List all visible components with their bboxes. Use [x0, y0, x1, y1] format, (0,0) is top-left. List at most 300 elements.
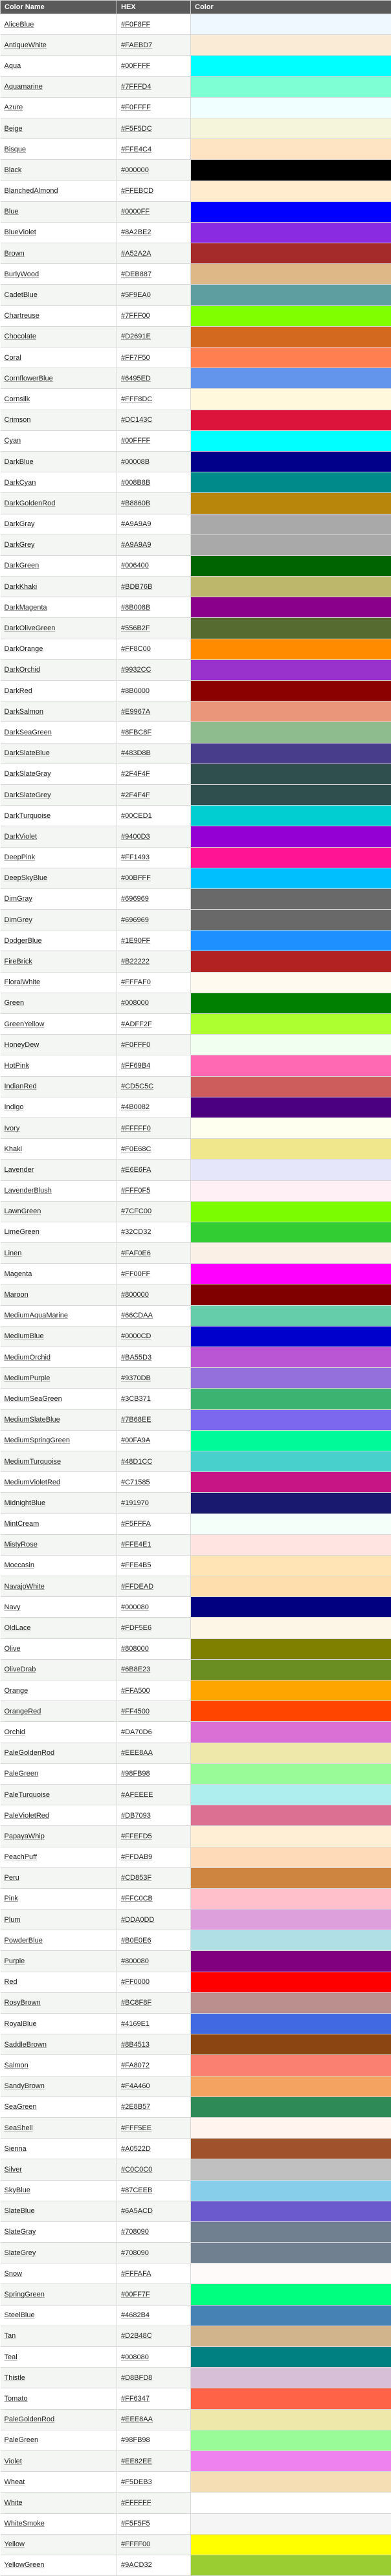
hex-link[interactable]: #F0FFFF: [121, 104, 151, 111]
color-name-link[interactable]: DarkGrey: [5, 541, 35, 549]
hex-cell: [117, 534, 191, 555]
color-name-link[interactable]: SteelBlue: [5, 2311, 35, 2319]
hex-link[interactable]: #7B68EE: [121, 1416, 151, 1424]
color-name-link[interactable]: BlanchedAlmond: [5, 187, 58, 195]
hex-link[interactable]: #FF0000: [121, 1978, 150, 1986]
hex-link[interactable]: #696969: [121, 916, 149, 924]
hex-link[interactable]: #008B8B: [121, 479, 150, 487]
color-name-link[interactable]: DarkSeaGreen: [5, 729, 52, 736]
hex-link[interactable]: #87CEEB: [121, 2186, 152, 2194]
color-name-link[interactable]: DarkSlateBlue: [5, 749, 50, 757]
color-name-link[interactable]: Cornsilk: [5, 395, 30, 403]
color-name-link[interactable]: MintCream: [5, 1520, 39, 1528]
color-name-link[interactable]: RosyBrown: [5, 1999, 41, 2007]
hex-link[interactable]: #5F9EA0: [121, 291, 151, 299]
hex-link[interactable]: #2F4F4F: [121, 791, 150, 799]
hex-link[interactable]: #D8BFD8: [121, 2374, 152, 2382]
hex-link[interactable]: #00FFFF: [121, 62, 150, 70]
hex-link[interactable]: #FFEBCD: [121, 187, 153, 195]
hex-link[interactable]: #0000CD: [121, 1332, 151, 1340]
hex-link[interactable]: #FFDAB9: [121, 1853, 152, 1861]
color-name-link[interactable]: CornflowerBlue: [5, 375, 53, 382]
color-name-link[interactable]: DarkBlue: [5, 458, 34, 466]
color-name-link[interactable]: DarkMagenta: [5, 604, 47, 611]
hex-cell: [117, 743, 191, 764]
hex-link[interactable]: #4682B4: [121, 2311, 150, 2319]
color-name-link[interactable]: DeepSkyBlue: [5, 874, 48, 882]
hex-link[interactable]: #FF4500: [121, 1708, 150, 1715]
color-swatch: [191, 1534, 391, 1555]
table-row: [1, 1076, 391, 1097]
color-name-link[interactable]: PaleVioletRed: [5, 1812, 50, 1820]
color-name-link[interactable]: Chocolate: [5, 333, 37, 340]
color-name-link[interactable]: Maroon: [5, 1291, 28, 1299]
color-swatch: [191, 639, 391, 659]
hex-link[interactable]: #9400D3: [121, 833, 150, 841]
hex-link[interactable]: #FFA500: [121, 1687, 150, 1695]
hex-link[interactable]: #FFFF00: [121, 2540, 150, 2548]
color-name-link[interactable]: Tan: [5, 2332, 16, 2340]
color-name-link[interactable]: LimeGreen: [5, 1228, 39, 1236]
color-name-cell: [1, 118, 117, 138]
color-name-link[interactable]: FireBrick: [5, 958, 32, 965]
color-name-link[interactable]: Snow: [5, 2270, 23, 2278]
hex-link[interactable]: #ADFF2F: [121, 1020, 152, 1028]
hex-link[interactable]: #483D8B: [121, 749, 151, 757]
hex-cell: [117, 222, 191, 243]
table-row: [1, 1534, 391, 1555]
color-name-link[interactable]: Orchid: [5, 1728, 25, 1736]
hex-link[interactable]: #F0FFF0: [121, 1041, 150, 1049]
hex-link[interactable]: #6A5ACD: [121, 2207, 153, 2215]
color-name-cell: [1, 2326, 117, 2346]
hex-link[interactable]: #E9967A: [121, 708, 150, 716]
hex-link[interactable]: #0000FF: [121, 208, 150, 215]
hex-link[interactable]: #E6E6FA: [121, 1166, 151, 1174]
color-name-link[interactable]: MistyRose: [5, 1541, 38, 1548]
hex-link[interactable]: #98FB98: [121, 2436, 150, 2444]
hex-link[interactable]: #F5F5F5: [121, 2520, 150, 2527]
hex-link[interactable]: #66CDAA: [121, 1312, 153, 1319]
hex-link[interactable]: #008080: [121, 2353, 149, 2361]
hex-link[interactable]: #FF69B4: [121, 1062, 150, 1070]
color-name-link[interactable]: DimGray: [5, 895, 32, 903]
hex-link[interactable]: #A0522D: [121, 2145, 151, 2153]
color-name-link[interactable]: DarkGreen: [5, 562, 39, 569]
color-name-link[interactable]: DarkRed: [5, 687, 32, 695]
color-name-link[interactable]: Orange: [5, 1687, 28, 1695]
hex-link[interactable]: #DB7093: [121, 1812, 151, 1820]
hex-link[interactable]: #DC143C: [121, 416, 152, 424]
color-name-link[interactable]: HoneyDew: [5, 1041, 39, 1049]
hex-link[interactable]: #9932CC: [121, 666, 151, 674]
color-name-link[interactable]: LavenderBlush: [5, 1187, 52, 1194]
color-name-link[interactable]: MediumOrchid: [5, 1354, 51, 1361]
color-name-link[interactable]: Aqua: [5, 62, 21, 70]
hex-link[interactable]: #BA55D3: [121, 1354, 151, 1361]
hex-link[interactable]: #800000: [121, 1291, 149, 1299]
color-name-link[interactable]: SlateGrey: [5, 2249, 36, 2257]
hex-link[interactable]: #00BFFF: [121, 874, 151, 882]
color-name-link[interactable]: MediumAquaMarine: [5, 1312, 68, 1319]
color-name-link[interactable]: OrangeRed: [5, 1708, 41, 1715]
hex-link[interactable]: #9370DB: [121, 1374, 151, 1382]
color-name-link[interactable]: BurlyWood: [5, 270, 39, 278]
hex-link[interactable]: #DDA0DD: [121, 1916, 154, 1924]
hex-link[interactable]: #AFEEEE: [121, 1791, 153, 1799]
color-name-link[interactable]: Aquamarine: [5, 83, 43, 91]
hex-link[interactable]: #8B0000: [121, 687, 150, 695]
color-name-link[interactable]: Brown: [5, 250, 25, 258]
hex-link[interactable]: #FAEBD7: [121, 41, 152, 49]
color-name-link[interactable]: OliveDrab: [5, 1666, 36, 1673]
color-name-cell: [1, 35, 117, 56]
hex-link[interactable]: #F0F8FF: [121, 21, 150, 28]
table-row: [1, 826, 391, 847]
hex-link[interactable]: #708090: [121, 2228, 149, 2236]
hex-link[interactable]: #808000: [121, 1645, 149, 1653]
hex-link[interactable]: #EEE8AA: [121, 1749, 153, 1757]
hex-link[interactable]: #FFC0CB: [121, 1895, 153, 1902]
color-name-link[interactable]: SandyBrown: [5, 2082, 45, 2090]
color-name-link[interactable]: SkyBlue: [5, 2186, 30, 2194]
hex-link[interactable]: #48D1CC: [121, 1458, 152, 1466]
color-name-link[interactable]: Pink: [5, 1895, 18, 1902]
hex-link[interactable]: #FFE4C4: [121, 146, 151, 153]
color-name-link[interactable]: DarkOrchid: [5, 666, 41, 674]
color-name-link[interactable]: SeaGreen: [5, 2103, 37, 2111]
color-name-cell: [1, 701, 117, 722]
color-name-link[interactable]: SlateGray: [5, 2228, 36, 2236]
hex-link[interactable]: #A9A9A9: [121, 541, 151, 549]
color-name-link[interactable]: IndianRed: [5, 1083, 37, 1090]
hex-link[interactable]: #8FBC8F: [121, 729, 151, 736]
color-name-link[interactable]: Chartreuse: [5, 312, 39, 320]
color-name-cell: [1, 910, 117, 930]
hex-link[interactable]: #FFDEAD: [121, 1583, 153, 1591]
color-name-cell: [1, 305, 117, 326]
hex-cell: [117, 2347, 191, 2368]
hex-link[interactable]: #1E90FF: [121, 937, 150, 945]
hex-link[interactable]: #FF1493: [121, 853, 150, 861]
color-name-link[interactable]: MediumSpringGreen: [5, 1437, 71, 1444]
hex-cell: [117, 160, 191, 181]
color-name-link[interactable]: Plum: [5, 1916, 21, 1924]
color-name-link[interactable]: SpringGreen: [5, 2291, 45, 2298]
hex-link[interactable]: #556B2F: [121, 624, 150, 632]
table-row: [1, 305, 391, 326]
hex-link[interactable]: #000000: [121, 166, 149, 174]
hex-link[interactable]: #FFF5EE: [121, 2124, 151, 2132]
color-name-link[interactable]: Purple: [5, 1957, 25, 1965]
color-name-link[interactable]: MediumBlue: [5, 1332, 44, 1340]
color-name-link[interactable]: Yellow: [5, 2540, 25, 2548]
color-name-link[interactable]: Silver: [5, 2166, 23, 2174]
color-name-link[interactable]: Lavender: [5, 1166, 34, 1174]
hex-link[interactable]: #00008B: [121, 458, 150, 466]
hex-link[interactable]: #A9A9A9: [121, 520, 151, 528]
hex-link[interactable]: #BC8F8F: [121, 1999, 151, 2007]
color-name-link[interactable]: Green: [5, 999, 25, 1007]
color-name-link[interactable]: MidnightBlue: [5, 1499, 46, 1507]
color-name-link[interactable]: WhiteSmoke: [5, 2520, 45, 2527]
hex-link[interactable]: #2F4F4F: [121, 770, 150, 778]
hex-link[interactable]: #6B8E23: [121, 1666, 150, 1673]
hex-link[interactable]: #FDF5E6: [121, 1624, 151, 1632]
hex-link[interactable]: #A52A2A: [121, 250, 151, 258]
hex-cell: [117, 389, 191, 410]
color-name-link[interactable]: Red: [5, 1978, 17, 1986]
hex-link[interactable]: #FA8072: [121, 2062, 150, 2069]
table-row: [1, 764, 391, 784]
hex-link[interactable]: #B22222: [121, 958, 150, 965]
color-name-cell: [1, 1576, 117, 1597]
color-name-link[interactable]: Teal: [5, 2353, 17, 2361]
color-name-link[interactable]: LawnGreen: [5, 1207, 41, 1215]
color-name-link[interactable]: Moccasin: [5, 1561, 34, 1569]
color-name-link[interactable]: MediumSeaGreen: [5, 1395, 62, 1403]
hex-link[interactable]: #3CB371: [121, 1395, 151, 1403]
hex-cell: [117, 2555, 191, 2575]
color-name-link[interactable]: Thistle: [5, 2374, 25, 2382]
hex-link[interactable]: #FFFFFF: [121, 2499, 151, 2507]
table-row: [1, 597, 391, 618]
hex-link[interactable]: #FF8C00: [121, 645, 151, 653]
color-swatch: [191, 1951, 391, 1972]
hex-link[interactable]: #800080: [121, 1957, 149, 1965]
color-name-link[interactable]: PaleGoldenRod: [5, 1749, 55, 1757]
color-name-link[interactable]: Azure: [5, 104, 23, 111]
hex-link[interactable]: #F5DEB3: [121, 2478, 152, 2486]
hex-cell: [117, 1451, 191, 1471]
color-name-link[interactable]: DarkViolet: [5, 833, 38, 841]
color-name-link[interactable]: Beige: [5, 125, 23, 133]
color-name-link[interactable]: Sienna: [5, 2145, 27, 2153]
color-swatch: [191, 701, 391, 722]
color-name-link[interactable]: PaleTurquoise: [5, 1791, 50, 1799]
hex-link[interactable]: #708090: [121, 2249, 149, 2257]
hex-link[interactable]: #4169E1: [121, 2020, 150, 2028]
color-name-link[interactable]: NavajoWhite: [5, 1583, 45, 1591]
color-name-link[interactable]: BlueViolet: [5, 228, 36, 236]
hex-link[interactable]: #F4A460: [121, 2082, 150, 2090]
color-name-link[interactable]: DarkTurquoise: [5, 812, 51, 820]
color-swatch: [191, 2034, 391, 2055]
color-name-link[interactable]: DodgerBlue: [5, 937, 42, 945]
color-name-link[interactable]: Coral: [5, 354, 21, 362]
color-name-link[interactable]: DarkOrange: [5, 645, 43, 653]
hex-cell: [117, 1618, 191, 1638]
hex-link[interactable]: #32CD32: [121, 1228, 151, 1236]
color-name-link[interactable]: Linen: [5, 1249, 22, 1257]
hex-link[interactable]: #FFE4E1: [121, 1541, 151, 1548]
color-swatch: [191, 2472, 391, 2493]
table-row: [1, 1139, 391, 1160]
hex-link[interactable]: #FFFAF0: [121, 978, 151, 986]
table-row: [1, 264, 391, 285]
color-name-link[interactable]: White: [5, 2499, 23, 2507]
hex-link[interactable]: #FFFFF0: [121, 1125, 151, 1132]
color-name-cell: [1, 659, 117, 680]
color-name-link[interactable]: Ivory: [5, 1125, 20, 1132]
color-name-link[interactable]: Cyan: [5, 437, 21, 445]
color-name-link[interactable]: PaleGoldenRod: [5, 2416, 55, 2423]
color-swatch: [191, 597, 391, 618]
color-name-cell: [1, 2221, 117, 2242]
hex-cell: [117, 618, 191, 639]
color-name-link[interactable]: DeepPink: [5, 853, 36, 861]
hex-link[interactable]: #F5F5DC: [121, 125, 152, 133]
color-name-link[interactable]: MediumTurquoise: [5, 1458, 61, 1466]
hex-link[interactable]: #2E8B57: [121, 2103, 150, 2111]
color-name-link[interactable]: Olive: [5, 1645, 21, 1653]
color-name-link[interactable]: PowderBlue: [5, 1937, 43, 1944]
hex-link[interactable]: #DEB887: [121, 270, 151, 278]
hex-link[interactable]: #4B0082: [121, 1103, 150, 1111]
table-row: [1, 1680, 391, 1701]
hex-link[interactable]: #BDB76B: [121, 583, 152, 591]
color-name-link[interactable]: PaleGreen: [5, 2436, 39, 2444]
color-name-link[interactable]: Blue: [5, 208, 19, 215]
color-name-cell: [1, 1867, 117, 1888]
hex-link[interactable]: #191970: [121, 1499, 149, 1507]
hex-link[interactable]: #9ACD32: [121, 2561, 152, 2569]
color-name-link[interactable]: DarkSlateGrey: [5, 791, 51, 799]
color-name-link[interactable]: HotPink: [5, 1062, 30, 1070]
color-name-link[interactable]: Violet: [5, 2458, 22, 2465]
color-name-link[interactable]: Tomato: [5, 2395, 28, 2403]
color-name-link[interactable]: Salmon: [5, 2062, 28, 2069]
hex-link[interactable]: #98FB98: [121, 1770, 150, 1778]
color-name-cell: [1, 1680, 117, 1701]
color-swatch: [191, 2347, 391, 2368]
hex-link[interactable]: #FFFAFA: [121, 2270, 151, 2278]
color-name-cell: [1, 1638, 117, 1659]
color-name-link[interactable]: Wheat: [5, 2478, 25, 2486]
hex-link[interactable]: #00FA9A: [121, 1437, 150, 1444]
color-name-link[interactable]: DarkCyan: [5, 479, 36, 487]
hex-cell: [117, 993, 191, 1013]
hex-link[interactable]: #B0E0E6: [121, 1937, 151, 1944]
color-name-link[interactable]: MediumPurple: [5, 1374, 50, 1382]
color-name-link[interactable]: YellowGreen: [5, 2561, 45, 2569]
color-name-link[interactable]: DarkOliveGreen: [5, 624, 56, 632]
hex-cell: [117, 1722, 191, 1743]
color-name-link[interactable]: Peru: [5, 1874, 19, 1882]
color-name-cell: [1, 1222, 117, 1242]
color-name-link[interactable]: DarkSalmon: [5, 708, 44, 716]
color-name-link[interactable]: RoyalBlue: [5, 2020, 37, 2028]
color-name-link[interactable]: CadetBlue: [5, 291, 38, 299]
color-name-link[interactable]: PaleGreen: [5, 1770, 39, 1778]
table-row: [1, 2430, 391, 2450]
hex-link[interactable]: #7FFFD4: [121, 83, 151, 91]
hex-cell: [117, 1972, 191, 1992]
color-name-link[interactable]: OldLace: [5, 1624, 31, 1632]
hex-link[interactable]: #696969: [121, 895, 149, 903]
color-name-link[interactable]: MediumVioletRed: [5, 1479, 61, 1486]
hex-link[interactable]: #FFEFD5: [121, 1833, 152, 1840]
hex-link[interactable]: #8A2BE2: [121, 228, 151, 236]
color-name-link[interactable]: Khaki: [5, 1145, 23, 1153]
color-swatch: [191, 1847, 391, 1867]
hex-link[interactable]: #D2B48C: [121, 2332, 152, 2340]
hex-link[interactable]: #6495ED: [121, 375, 151, 382]
color-name-cell: [1, 2014, 117, 2034]
hex-link[interactable]: #8B4513: [121, 2041, 150, 2049]
hex-link[interactable]: #008000: [121, 999, 149, 1007]
color-name-cell: [1, 1618, 117, 1638]
hex-link[interactable]: #FAF0E6: [121, 1249, 151, 1257]
hex-link[interactable]: #7FFF00: [121, 312, 150, 320]
color-name-link[interactable]: DarkGray: [5, 520, 35, 528]
hex-link[interactable]: #F0E68C: [121, 1145, 151, 1153]
color-name-link[interactable]: DimGrey: [5, 916, 32, 924]
color-name-link[interactable]: Indigo: [5, 1103, 24, 1111]
color-name-link[interactable]: AntiqueWhite: [5, 41, 47, 49]
hex-link[interactable]: #DA70D6: [121, 1728, 152, 1736]
hex-link[interactable]: #FF6347: [121, 2395, 150, 2403]
hex-link[interactable]: #00CED1: [121, 812, 152, 820]
color-name-link[interactable]: MediumSlateBlue: [5, 1416, 60, 1424]
hex-link[interactable]: #7CFC00: [121, 1207, 151, 1215]
color-name-link[interactable]: SaddleBrown: [5, 2041, 47, 2049]
hex-link[interactable]: #F5FFFA: [121, 1520, 151, 1528]
hex-link[interactable]: #FF7F50: [121, 354, 150, 362]
color-name-link[interactable]: FloralWhite: [5, 978, 41, 986]
color-name-link[interactable]: Navy: [5, 1603, 21, 1611]
color-name-link[interactable]: DarkKhaki: [5, 583, 38, 591]
hex-link[interactable]: #000080: [121, 1603, 149, 1611]
color-name-link[interactable]: AliceBlue: [5, 21, 34, 28]
color-name-link[interactable]: Black: [5, 166, 22, 174]
color-name-link[interactable]: DarkSlateGray: [5, 770, 51, 778]
hex-link[interactable]: #8B008B: [121, 604, 150, 611]
hex-link[interactable]: #00FF7F: [121, 2291, 150, 2298]
hex-link[interactable]: #00FFFF: [121, 437, 150, 445]
color-name-link[interactable]: DarkGoldenRod: [5, 500, 56, 507]
hex-link[interactable]: #CD5C5C: [121, 1083, 153, 1090]
hex-cell: [117, 139, 191, 160]
color-name-link[interactable]: Crimson: [5, 416, 31, 424]
color-swatch: [191, 910, 391, 930]
hex-cell: [117, 2159, 191, 2180]
hex-link[interactable]: #EEE8AA: [121, 2416, 153, 2423]
color-name-link[interactable]: Bisque: [5, 146, 27, 153]
color-swatch: [191, 972, 391, 993]
hex-link[interactable]: #D2691E: [121, 333, 151, 340]
color-name-link[interactable]: GreenYellow: [5, 1020, 45, 1028]
color-name-link[interactable]: SeaShell: [5, 2124, 33, 2132]
hex-link[interactable]: #EE82EE: [121, 2458, 152, 2465]
hex-link[interactable]: #CD853F: [121, 1874, 151, 1882]
hex-link[interactable]: #006400: [121, 562, 149, 569]
hex-link[interactable]: #C71585: [121, 1479, 150, 1486]
hex-link[interactable]: #FFF8DC: [121, 395, 152, 403]
hex-link[interactable]: #B8860B: [121, 500, 150, 507]
table-row: [1, 2159, 391, 2180]
hex-link[interactable]: #FFE4B5: [121, 1561, 151, 1569]
hex-link[interactable]: #C0C0C0: [121, 2166, 152, 2174]
color-name-link[interactable]: SlateBlue: [5, 2207, 35, 2215]
color-name-link[interactable]: PapayaWhip: [5, 1833, 45, 1840]
color-name-link[interactable]: Magenta: [5, 1270, 32, 1278]
color-name-cell: [1, 784, 117, 805]
hex-link[interactable]: #FF00FF: [121, 1270, 150, 1278]
table-row: [1, 472, 391, 493]
hex-link[interactable]: #FFF0F5: [121, 1187, 150, 1194]
color-name-link[interactable]: PeachPuff: [5, 1853, 38, 1861]
